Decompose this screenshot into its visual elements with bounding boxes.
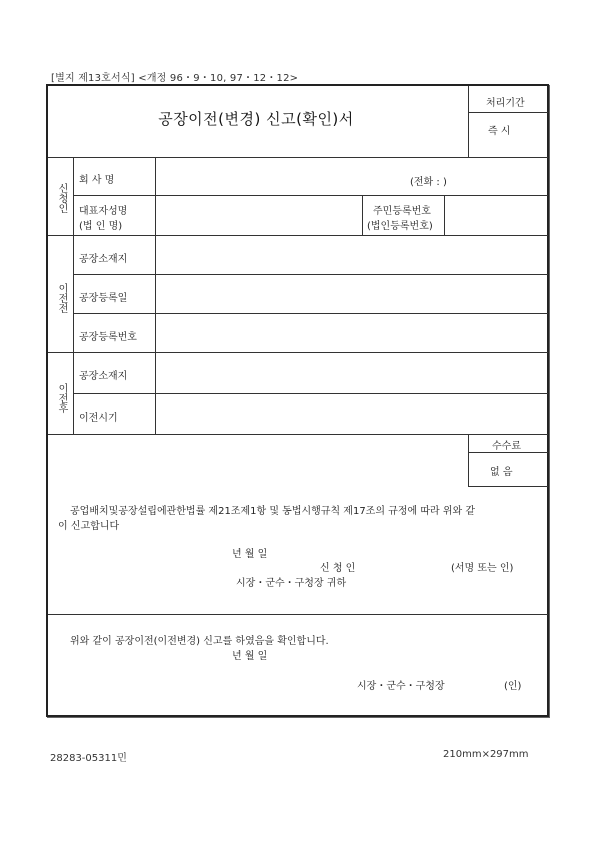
confirmation-text: 위와 같이 공장이전(이전변경) 신고를 하였음을 확인합니다. (70, 636, 329, 647)
resident-number-field[interactable] (446, 197, 547, 234)
declaration-signature: (서명 또는 인) (451, 563, 514, 574)
before-regdate-field[interactable] (157, 276, 547, 312)
declaration-addressee: 시장・군수・구청장 귀하 (236, 578, 347, 589)
form-title: 공장이전(변경) 신고(확인)서 (158, 110, 354, 128)
confirmation-date: 년 월 일 (232, 651, 268, 662)
confirmation-signer: 시장・군수・구청장 (357, 681, 445, 692)
paper-size: 210mm×297mm (443, 749, 529, 760)
before-regno-label: 공장등록번호 (79, 332, 137, 343)
before-location-label: 공장소재지 (79, 254, 128, 265)
applicant-section-label: 신청인 (56, 183, 67, 213)
after-section-label: 이전후 (56, 383, 67, 413)
after-location-field[interactable] (157, 354, 547, 392)
representative-label-2: (법 인 명) (79, 221, 123, 232)
representative-field[interactable] (157, 197, 361, 234)
declaration-line-1: 공업배치및공장설립에관한법률 제21조제1항 및 동법시행규칙 제17조의 규정에 따라 위와 같 (70, 506, 476, 517)
before-section-label: 이전전 (56, 283, 67, 313)
declaration-applicant: 신 청 인 (320, 563, 356, 574)
resident-number-label-2: (법인등록번호) (367, 221, 433, 232)
fee-value: 없 음 (490, 467, 513, 478)
phone-label: (전화 : ) (410, 177, 447, 188)
after-time-label: 이전시기 (79, 413, 118, 424)
resident-number-label-1: 주민등록번호 (373, 206, 431, 217)
company-name-field[interactable] (157, 160, 547, 194)
before-regdate-label: 공장등록일 (79, 293, 128, 304)
company-name-label: 회 사 명 (79, 175, 115, 186)
declaration-line-2: 이 신고합니다 (58, 521, 120, 532)
confirmation-seal: (인) (504, 681, 522, 692)
before-regno-field[interactable] (157, 315, 547, 351)
before-location-field[interactable] (157, 237, 547, 273)
declaration-date: 년 월 일 (232, 549, 268, 560)
form-code: 28283-05311민 (50, 753, 127, 764)
form-reference: [별지 제13호서식] <개정 96・9・10, 97・12・12> (51, 73, 299, 84)
representative-label-1: 대표자성명 (79, 206, 128, 217)
fee-label: 수수료 (492, 441, 521, 452)
processing-period-label: 처리기간 (486, 98, 525, 109)
processing-period-value: 즉 시 (488, 126, 511, 137)
after-time-field[interactable] (157, 395, 547, 433)
after-location-label: 공장소재지 (79, 371, 128, 382)
